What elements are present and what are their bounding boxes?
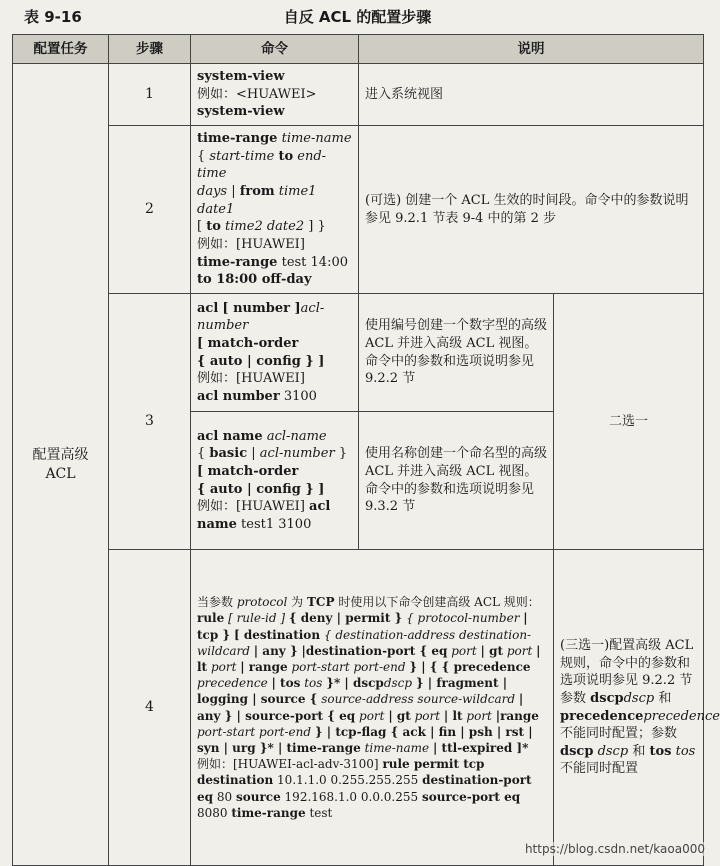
cmd-value: 10.1.1.0 0.255.255.255 (277, 773, 419, 788)
cmd-symbol: { (197, 446, 206, 462)
table-title: 自反 ACL 的配置步骤 (283, 8, 432, 26)
cmd-symbol: [ (197, 219, 203, 235)
step-cell: 3 (109, 294, 191, 550)
header-step: 步骤 (109, 35, 191, 64)
table-number: 表 9-16 (24, 8, 82, 26)
cmd-symbol: | (231, 184, 236, 200)
description-text: 参数 (560, 691, 587, 707)
cmd-keyword: | gt (388, 708, 411, 723)
cmd-param: time-name (281, 131, 352, 147)
desc-param: dscp (597, 743, 629, 759)
desc-param: tos (675, 743, 696, 759)
table-row (13, 126, 704, 294)
description-cell (554, 550, 720, 866)
desc-keyword: dscp (590, 691, 624, 707)
description-cell: 使用名称创建一个命名型的高级 ACL 并进入高级 ACL 视图。命令中的参数和选项说明参见 9.3.2 节 (359, 412, 554, 550)
cmd-keyword: from (239, 184, 275, 200)
command-cell (191, 550, 554, 866)
cmd-param: acl-name (266, 428, 327, 444)
command-example: 例如：[HUAWEI] (197, 371, 305, 387)
cmd-param: tos (304, 676, 323, 691)
command-example: 例如：[HUAWEI] (197, 237, 305, 253)
cmd-keyword: name (197, 516, 237, 532)
cmd-text: 为 (291, 595, 304, 610)
cmd-param: port (451, 643, 477, 658)
step-cell: 1 (109, 64, 191, 126)
cmd-param: { destination-address destination-wildcard (197, 627, 532, 658)
description-cell: 使用编号创建一个数字型的高级 ACL 并进入高级 ACL 视图。命令中的参数和选项说明参见 9.2.2 节 (359, 294, 554, 412)
desc-keyword: precedence (560, 708, 644, 724)
cmd-param: source-address source-wildcard (321, 692, 516, 707)
cmd-keyword: | range (240, 660, 288, 674)
cmd-text: 当参数 (197, 595, 234, 610)
cmd-value: 192.168.1.0 0.0.0.255 (284, 789, 419, 804)
step-cell: 4 (109, 550, 191, 866)
command-text: system-view (197, 104, 285, 120)
cmd-param: { protocol-number (406, 611, 520, 626)
watermark-text: https://blog.csdn.net/kaoa000 (524, 842, 705, 856)
cmd-keyword: [ match-order (197, 335, 299, 351)
cmd-param: days (197, 184, 228, 200)
cmd-keyword: { auto | config } ] (197, 481, 325, 497)
cmd-param: time1 date1 (197, 184, 317, 217)
cmd-value: test1 3100 (241, 516, 312, 532)
cmd-symbol: ] } (308, 219, 326, 235)
cmd-value: 80 (216, 789, 233, 804)
cmd-symbol: | (251, 446, 256, 462)
desc-param: precedence (643, 708, 720, 724)
cmd-keyword: [ number ] (222, 300, 301, 316)
cmd-keyword: { deny | permit } (288, 611, 403, 626)
cmd-keyword: to 18:00 off-day (197, 272, 312, 288)
command-cell (191, 412, 359, 550)
cmd-keyword: basic (209, 446, 248, 462)
header-command: 命令 (191, 35, 359, 64)
cmd-keyword: | lt (197, 643, 541, 674)
cmd-keyword: acl (309, 499, 331, 515)
cmd-keyword: { auto | config } ] (197, 353, 325, 369)
desc-keyword: tos (649, 743, 672, 759)
cmd-param: [ rule-id ] (228, 611, 286, 626)
cmd-keyword: | any } | source-port { eq (197, 692, 524, 723)
cmd-keyword: | any } (253, 643, 298, 658)
cmd-keyword: [ match-order (197, 463, 299, 479)
cmd-value: test (309, 805, 333, 820)
cmd-keyword: time-range (231, 805, 306, 820)
cmd-keyword: time-range (197, 131, 278, 147)
command-text: system-view (197, 69, 285, 84)
command-cell (191, 64, 359, 126)
description-text: 不能同时配置 (560, 761, 639, 777)
cmd-keyword: | gt (480, 643, 504, 658)
config-steps-table (12, 34, 720, 866)
task-label: 配置高级ACL (32, 446, 89, 482)
table-caption (0, 0, 715, 32)
cmd-param: port (210, 660, 237, 674)
cmd-keyword: | lt (443, 708, 463, 723)
cmd-keyword: [ destination (233, 627, 321, 642)
cmd-keyword: |destination-port { eq (301, 643, 448, 658)
cmd-param: protocol (236, 595, 288, 610)
cmd-keyword: acl number (197, 388, 280, 404)
cmd-keyword: destination-port eq (197, 773, 532, 804)
header-task: 配置任务 (13, 35, 109, 64)
cmd-value: 3100 (283, 388, 317, 404)
command-example: 例如：[HUAWEI] (197, 499, 305, 515)
cmd-param: port (414, 708, 441, 723)
desc-param: dscp (623, 691, 655, 707)
table-row (13, 550, 704, 866)
cmd-param: port (506, 643, 533, 658)
description-text: 不能同时配置；参数 (560, 726, 678, 742)
cmd-keyword: time-range (197, 254, 278, 270)
cmd-example: 例如：[HUAWEI-acl-adv-3100] (197, 757, 379, 772)
cmd-keyword: to (278, 148, 294, 164)
cmd-keyword: rule (197, 611, 225, 626)
header-description: 说明 (359, 35, 704, 64)
cmd-symbol: } (338, 446, 348, 462)
cmd-keyword: source (235, 789, 281, 804)
cmd-text: 时使用以下命令创建高级 ACL 规则： (338, 595, 540, 610)
cmd-keyword: acl name (197, 428, 263, 444)
task-cell (13, 64, 109, 866)
description-cell: 进入系统视图 (359, 64, 704, 126)
cmd-param: acl-number (197, 300, 325, 334)
cmd-param: port-start port-end (291, 660, 406, 674)
cmd-param: dscp (383, 676, 413, 691)
table-row (13, 64, 704, 126)
cmd-param: time-name (364, 740, 430, 755)
description-text: (三选一)配置高级 ACL 规则，命令中的参数和选项说明参见 9.2.2 节 (560, 638, 694, 689)
command-example: 例如：<HUAWEI> (197, 86, 317, 102)
cmd-param: port (359, 708, 385, 723)
description-text: 和 (632, 743, 646, 759)
cmd-keyword: }* | dscp (326, 676, 384, 691)
cmd-keyword: } | { { precedence (409, 660, 531, 674)
cmd-param: time2 date2 (225, 219, 305, 235)
cmd-param: acl-number (259, 446, 335, 462)
description-cell: (可选) 创建一个 ACL 生效的时间段。命令中的参数说明参见 9.2.1 节表 9-4 中的第 2 步 (359, 126, 704, 294)
cmd-keyword: |range (495, 708, 539, 723)
step-cell: 2 (109, 126, 191, 294)
desc-keyword: dscp (560, 743, 594, 759)
cmd-param: port (466, 708, 492, 723)
cmd-keyword: | tcp } (197, 611, 528, 642)
cmd-param: port-start port-end (197, 724, 312, 739)
choice-note: 二选一 (554, 294, 704, 550)
cmd-keyword: source-port eq (421, 789, 521, 804)
table-row (13, 294, 704, 412)
cmd-keyword: | ttl-expired ]* (432, 740, 529, 755)
cmd-value: test 14:00 (281, 254, 349, 270)
description-text: 和 (658, 691, 672, 707)
cmd-param: end-time (197, 148, 327, 182)
cmd-keyword: acl (197, 300, 219, 316)
table-header-row (13, 35, 704, 64)
command-cell (191, 294, 359, 412)
cmd-param: precedence (197, 676, 268, 691)
cmd-value: 8080 (197, 805, 228, 820)
cmd-param: start-time (209, 148, 275, 164)
cmd-symbol: { (197, 148, 206, 164)
command-cell (191, 126, 359, 294)
cmd-keyword: rule permit tcp destination (197, 757, 485, 788)
cmd-keyword: | tos (271, 676, 301, 691)
cmd-keyword: to (206, 219, 221, 235)
cmd-keyword: TCP (307, 595, 335, 610)
cmd-keyword: } | fragment | logging | source { (197, 676, 508, 707)
cmd-keyword: } | tcp-flag { ack | fin | psh | rst | syn | urg }* | time-range (197, 724, 533, 755)
